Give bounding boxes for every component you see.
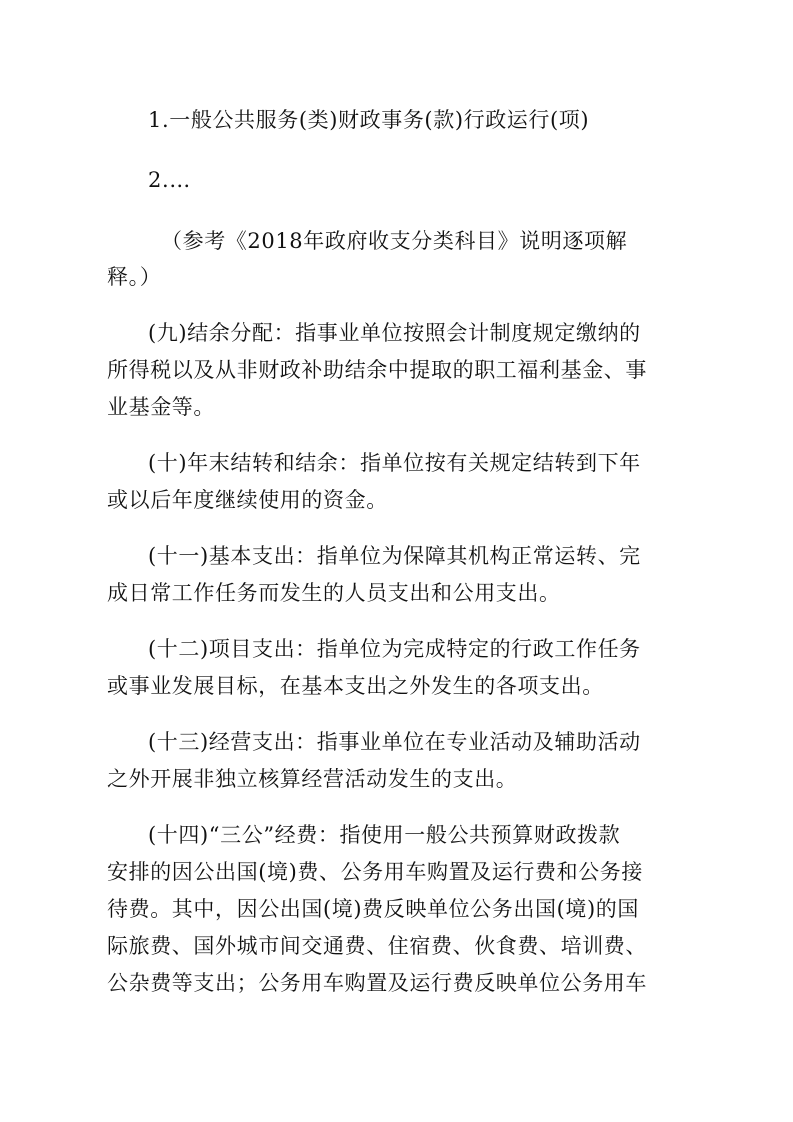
list-item-2: 2.… — [148, 168, 191, 192]
reference-note-cont: 释。） — [107, 265, 162, 289]
reference-note: （参考《2018年政府收支分类科目》说明逐项解 — [161, 229, 628, 253]
list-item-1: 1.一般公共服务(类)财政事务(款)行政运行(项) — [148, 108, 590, 132]
paragraph-14-line-2: 安排的因公出国(境)费、公务用车购置及运行费和公务接 — [107, 860, 643, 884]
paragraph-12-line-2: 或事业发展目标，在基本支出之外发生的各项支出。 — [107, 674, 604, 698]
paragraph-9-line-2: 所得税以及从非财政补助结余中提取的职工福利基金、事 — [107, 358, 647, 382]
paragraph-14-line-4: 际旅费、国外城市间交通费、住宿费、伙食费、培训费、 — [107, 934, 647, 958]
paragraph-9-line-3: 业基金等。 — [107, 395, 215, 419]
paragraph-13: (十三)经营支出：指事业单位在专业活动及辅助活动 — [148, 730, 641, 754]
paragraph-10: (十)年末结转和结余：指单位按有关规定结转到下年 — [148, 451, 641, 475]
paragraph-13-line-2: 之外开展非独立核算经营活动发生的支出。 — [107, 767, 518, 791]
paragraph-11: (十一)基本支出：指单位为保障其机构正常运转、完 — [148, 544, 641, 568]
paragraph-14: (十四)“三公”经费：指使用一般公共预算财政拨款 — [148, 823, 621, 847]
paragraph-10-line-2: 或以后年度继续使用的资金。 — [107, 488, 388, 512]
paragraph-14-line-5: 公杂费等支出；公务用车购置及运行费反映单位公务用车 — [107, 971, 647, 995]
paragraph-12: (十二)项目支出：指单位为完成特定的行政工作任务 — [148, 637, 641, 661]
paragraph-14-line-3: 待费。其中，因公出国(境)费反映单位公务出国(境)的国 — [107, 897, 639, 921]
paragraph-11-line-2: 成日常工作任务而发生的人员支出和公用支出。 — [107, 581, 561, 605]
paragraph-9: (九)结余分配：指事业单位按照会计制度规定缴纳的 — [148, 321, 641, 345]
